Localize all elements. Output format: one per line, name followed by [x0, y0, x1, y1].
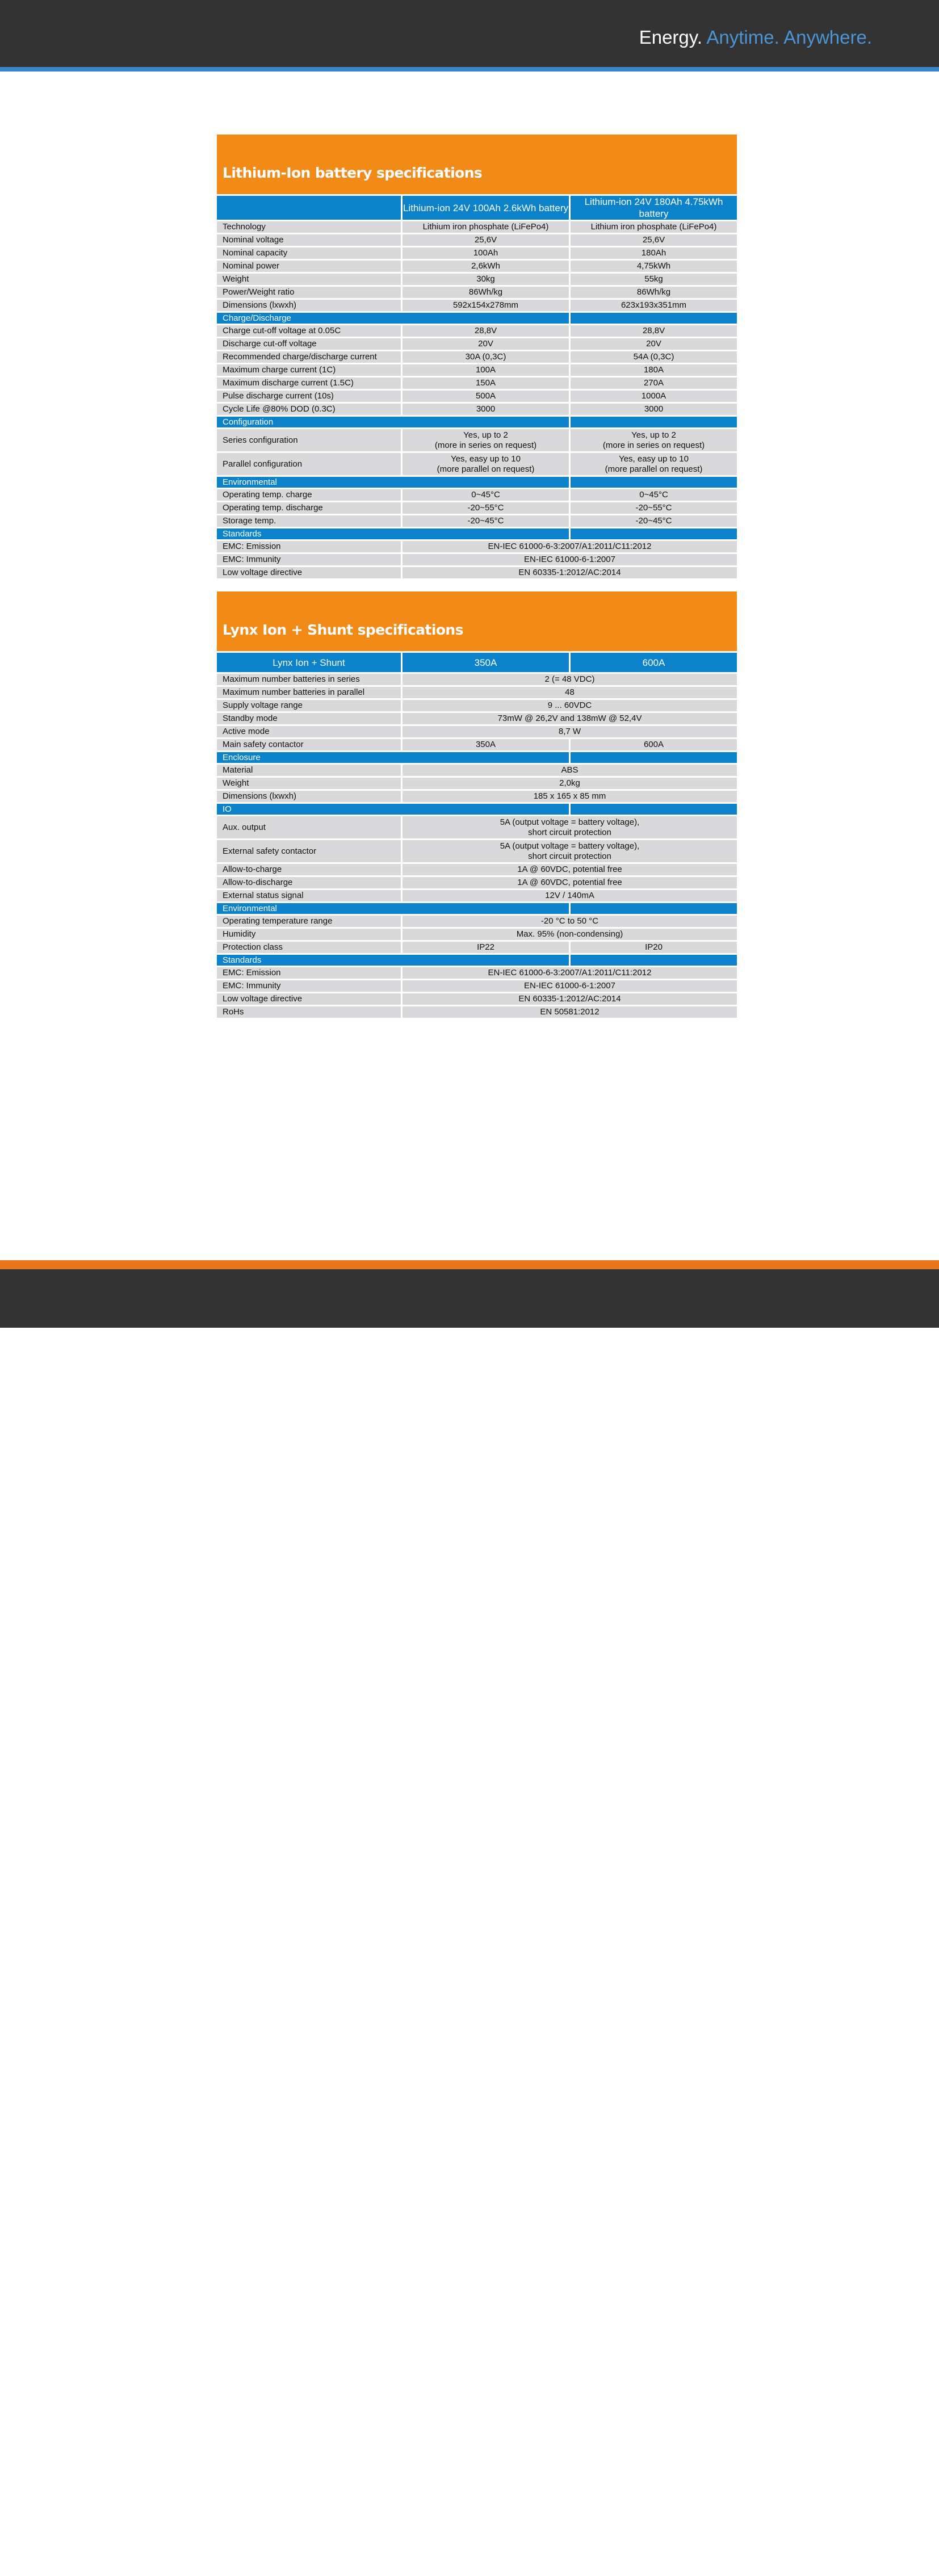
section-spacer: [569, 903, 737, 916]
section-spacer: [569, 804, 737, 816]
spec-label: Discharge cut-off voltage: [217, 338, 401, 351]
table-row: [217, 247, 737, 261]
tagline-start: Energy.: [639, 27, 702, 48]
spec-value: 180Ah: [569, 247, 737, 261]
table-row: [217, 515, 737, 528]
table-row: [217, 929, 737, 942]
spec-label: Allow-to-discharge: [217, 877, 401, 890]
table-row: [217, 739, 737, 752]
table-header-row: [217, 196, 737, 221]
spec-label: Charge cut-off voltage at 0.05C: [217, 325, 401, 338]
spec-label: Weight: [217, 778, 401, 791]
table-row: [217, 967, 737, 980]
table-row: [217, 325, 737, 338]
spec-value: 55kg: [569, 274, 737, 287]
table-row: [217, 778, 737, 791]
table-row: [217, 502, 737, 515]
table-row: [217, 274, 737, 287]
spec-label: Humidity: [217, 929, 401, 942]
spec-value: 185 x 165 x 85 mm: [401, 791, 737, 804]
table-row: [217, 765, 737, 778]
spec-label: External status signal: [217, 890, 401, 903]
table-row: [217, 864, 737, 877]
spec-label: Maximum number batteries in parallel: [217, 687, 401, 700]
spec-value: 1A @ 60VDC, potential free: [401, 864, 737, 877]
spec-label: Protection class: [217, 942, 401, 955]
spec-value: EN-IEC 61000-6-3:2007/A1:2011/C11:2012: [401, 967, 737, 980]
table-row: [217, 261, 737, 274]
column-header: [217, 196, 401, 221]
spec-value: 0~45°C: [569, 489, 737, 502]
column-header: Lithium-ion 24V 100Ah 2.6kWh battery: [401, 196, 569, 221]
spec-value: 2,6kWh: [401, 261, 569, 274]
spec-value: 28,8V: [569, 325, 737, 338]
spec-label: EMC: Emission: [217, 541, 401, 554]
spec-label: Supply voltage range: [217, 700, 401, 713]
table-row: [217, 300, 737, 313]
spec-label: Material: [217, 765, 401, 778]
spec-value: 600A: [569, 739, 737, 752]
table-row: [217, 453, 737, 477]
section-label: Configuration: [217, 417, 569, 429]
spec-value: 270A: [569, 377, 737, 391]
spec-label: Low voltage directive: [217, 993, 401, 1006]
spec-label: Pulse discharge current (10s): [217, 391, 401, 404]
table-row: [217, 687, 737, 700]
spec-value: EN 60335-1:2012/AC:2014: [401, 567, 737, 580]
section-label: Enclosure: [217, 752, 569, 765]
spec-label: Parallel configuration: [217, 453, 401, 477]
section-header-row: [217, 804, 737, 816]
spec-label: Main safety contactor: [217, 739, 401, 752]
spec-label: Cycle Life @80% DOD (0.3C): [217, 404, 401, 417]
table-row: [217, 916, 737, 929]
footer-bar: [0, 1269, 939, 2575]
section-header-row: [217, 528, 737, 541]
spec-value: -20~55°C: [401, 502, 569, 515]
table-row: [217, 391, 737, 404]
spec-value: 25,6V: [569, 234, 737, 247]
spec-value: Yes, easy up to 10 (more parallel on request): [569, 453, 737, 477]
spec-label: Operating temp. charge: [217, 489, 401, 502]
spec-value: 86Wh/kg: [569, 287, 737, 300]
spec-label: EMC: Immunity: [217, 554, 401, 567]
spec-value: EN 60335-1:2012/AC:2014: [401, 993, 737, 1006]
table-row: [217, 338, 737, 351]
spec-label: Maximum charge current (1C): [217, 364, 401, 377]
spec-value: 30kg: [401, 274, 569, 287]
spec-value: 592x154x278mm: [401, 300, 569, 313]
spec-value: Max. 95% (non-condensing): [401, 929, 737, 942]
lynx-ion-spec-table: [217, 653, 737, 1020]
spec-value: 8,7 W: [401, 726, 737, 739]
column-header: Lynx Ion + Shunt: [217, 653, 401, 674]
table-row: [217, 554, 737, 567]
spec-value: 1000A: [569, 391, 737, 404]
lithium-ion-spec-block: [217, 135, 737, 580]
table-row: [217, 567, 737, 580]
spec-value: 350A: [401, 739, 569, 752]
table-row: [217, 700, 737, 713]
table-row: [217, 364, 737, 377]
spec-label: Operating temp. discharge: [217, 502, 401, 515]
table-row: [217, 287, 737, 300]
spec-value: 48: [401, 687, 737, 700]
table-row: [217, 404, 737, 417]
spec-label: Recommended charge/discharge current: [217, 351, 401, 364]
table-row: [217, 942, 737, 955]
spec-label: Technology: [217, 221, 401, 234]
section-spacer: [569, 955, 737, 967]
spec-value: 54A (0,3C): [569, 351, 737, 364]
section-header-row: [217, 477, 737, 489]
spec-value: -20 °C to 50 °C: [401, 916, 737, 929]
table-row: [217, 993, 737, 1006]
section-label: Standards: [217, 955, 569, 967]
section-header-row: [217, 752, 737, 765]
section-spacer: [569, 313, 737, 325]
spec-value: 30A (0,3C): [401, 351, 569, 364]
spec-value: 4,75kWh: [569, 261, 737, 274]
spec-value: 100Ah: [401, 247, 569, 261]
lynx-ion-spec-title: Lynx Ion + Shunt specifications: [217, 591, 737, 651]
spec-value: 2 (= 48 VDC): [401, 674, 737, 687]
spec-value: Lithium iron phosphate (LiFePo4): [401, 221, 569, 234]
spec-value: EN-IEC 61000-6-3:2007/A1:2011/C11:2012: [401, 541, 737, 554]
tagline: [639, 26, 872, 49]
table-row: [217, 377, 737, 391]
spec-value: IP22: [401, 942, 569, 955]
footer-stripe: [0, 1260, 939, 1269]
spec-value: 0~45°C: [401, 489, 569, 502]
spec-value: Yes, up to 2 (more in series on request): [569, 429, 737, 453]
spec-value: 28,8V: [401, 325, 569, 338]
spec-label: Storage temp.: [217, 515, 401, 528]
table-row: [217, 674, 737, 687]
spec-label: Dimensions (lxwxh): [217, 791, 401, 804]
spec-value: -20~45°C: [569, 515, 737, 528]
spec-label: Weight: [217, 274, 401, 287]
spec-label: Maximum number batteries in series: [217, 674, 401, 687]
spec-label: RoHs: [217, 1006, 401, 1020]
spec-value: Yes, up to 2 (more in series on request): [401, 429, 569, 453]
spec-value: -20~55°C: [569, 502, 737, 515]
table-row: [217, 877, 737, 890]
table-row: [217, 840, 737, 864]
spec-label: Standby mode: [217, 713, 401, 726]
section-header-row: [217, 313, 737, 325]
spec-value: 3000: [569, 404, 737, 417]
spec-label: Power/Weight ratio: [217, 287, 401, 300]
section-label: Charge/Discharge: [217, 313, 569, 325]
section-label: IO: [217, 804, 569, 816]
table-row: [217, 429, 737, 453]
spec-value: Yes, easy up to 10 (more parallel on request): [401, 453, 569, 477]
section-header-row: [217, 955, 737, 967]
spec-value: 2,0kg: [401, 778, 737, 791]
spec-label: Low voltage directive: [217, 567, 401, 580]
table-row: [217, 726, 737, 739]
table-row: [217, 351, 737, 364]
spec-value: 150A: [401, 377, 569, 391]
spec-value: Lithium iron phosphate (LiFePo4): [569, 221, 737, 234]
spec-label: Dimensions (lxwxh): [217, 300, 401, 313]
table-row: [217, 234, 737, 247]
table-row: [217, 1006, 737, 1020]
spec-label: Aux. output: [217, 816, 401, 840]
spec-value: 86Wh/kg: [401, 287, 569, 300]
spec-value: EN-IEC 61000-6-1:2007: [401, 554, 737, 567]
lithium-ion-spec-title: Lithium-Ion battery specifications: [217, 135, 737, 194]
spec-value: EN 50581:2012: [401, 1006, 737, 1020]
spec-value: 623x193x351mm: [569, 300, 737, 313]
section-spacer: [569, 477, 737, 489]
table-row: [217, 980, 737, 993]
lynx-ion-spec-block: [217, 591, 737, 1020]
column-header: 600A: [569, 653, 737, 674]
spec-value: 25,6V: [401, 234, 569, 247]
lithium-ion-spec-table: [217, 196, 737, 580]
spec-label: EMC: Immunity: [217, 980, 401, 993]
spec-label: Nominal voltage: [217, 234, 401, 247]
table-row: [217, 713, 737, 726]
spec-value: 100A: [401, 364, 569, 377]
spec-label: Operating temperature range: [217, 916, 401, 929]
section-label: Standards: [217, 528, 569, 541]
header-stripe: [0, 67, 939, 72]
spec-value: ABS: [401, 765, 737, 778]
spec-value: 73mW @ 26,2V and 138mW @ 52,4V: [401, 713, 737, 726]
page-number: 91: [854, 2557, 871, 2575]
spec-label: Allow-to-charge: [217, 864, 401, 877]
table-row: [217, 489, 737, 502]
spec-label: Active mode: [217, 726, 401, 739]
section-header-row: [217, 417, 737, 429]
spec-label: Nominal power: [217, 261, 401, 274]
column-header: 350A: [401, 653, 569, 674]
spec-value: 5A (output voltage = battery voltage), short circuit protection: [401, 840, 737, 864]
spec-value: 20V: [401, 338, 569, 351]
spec-label: Maximum discharge current (1.5C): [217, 377, 401, 391]
spec-value: 12V / 140mA: [401, 890, 737, 903]
spec-label: Nominal capacity: [217, 247, 401, 261]
table-row: [217, 816, 737, 840]
spec-value: 5A (output voltage = battery voltage), short circuit protection: [401, 816, 737, 840]
spec-value: EN-IEC 61000-6-1:2007: [401, 980, 737, 993]
section-spacer: [569, 528, 737, 541]
spec-label: External safety contactor: [217, 840, 401, 864]
table-row: [217, 791, 737, 804]
spec-value: -20~45°C: [401, 515, 569, 528]
spec-value: IP20: [569, 942, 737, 955]
spec-value: 9 ... 60VDC: [401, 700, 737, 713]
section-spacer: [569, 752, 737, 765]
spec-value: 20V: [569, 338, 737, 351]
spec-value: 3000: [401, 404, 569, 417]
spec-value: 500A: [401, 391, 569, 404]
table-row: [217, 221, 737, 234]
spec-value: 1A @ 60VDC, potential free: [401, 877, 737, 890]
spec-value: 180A: [569, 364, 737, 377]
section-label: Environmental: [217, 903, 569, 916]
spec-label: EMC: Emission: [217, 967, 401, 980]
table-header-row: [217, 653, 737, 674]
header-bar: [0, 0, 939, 67]
section-header-row: [217, 903, 737, 916]
spec-label: Series configuration: [217, 429, 401, 453]
section-spacer: [569, 417, 737, 429]
table-row: [217, 890, 737, 903]
tagline-accent: Anytime. Anywhere.: [706, 27, 872, 48]
section-label: Environmental: [217, 477, 569, 489]
table-row: [217, 541, 737, 554]
column-header: Lithium-ion 24V 180Ah 4.75kWh battery: [569, 196, 737, 221]
